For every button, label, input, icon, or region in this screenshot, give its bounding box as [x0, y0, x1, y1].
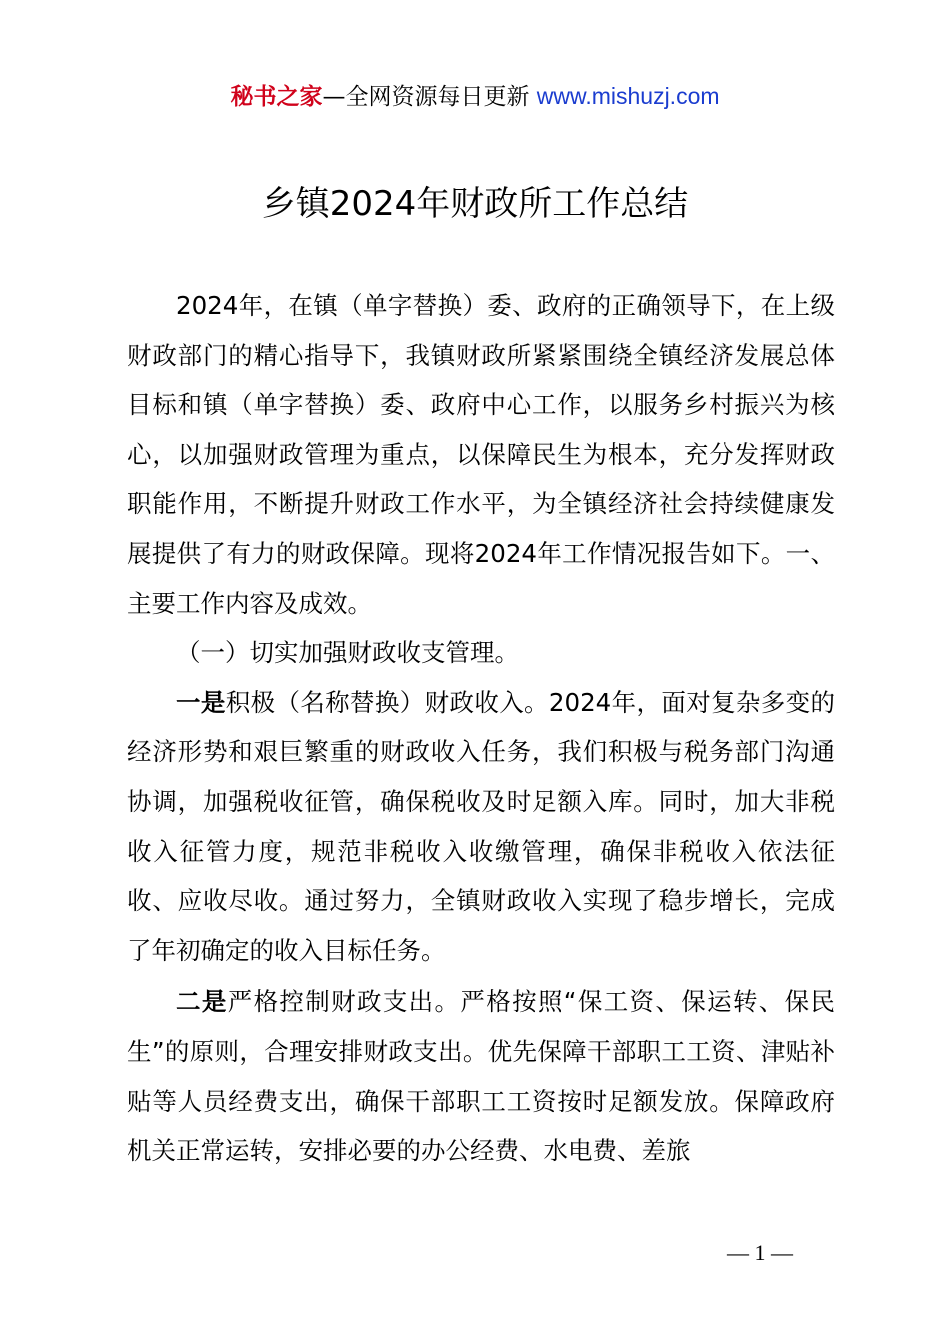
site-brand: 秘书之家	[230, 84, 323, 110]
paragraph-lead: 一是	[176, 687, 226, 717]
site-tagline: —全网资源每日更新	[322, 84, 530, 110]
paragraph-lead: 二是	[176, 987, 228, 1017]
document-title: 乡镇2024年财政所工作总结	[261, 184, 689, 224]
site-url-link[interactable]: www.mishuzj.com	[536, 83, 720, 109]
page-number: — 1 —	[727, 1240, 793, 1265]
paragraph-text: 严格控制财政支出。严格按照“保工资、保运转、保民生”的原则，合理安排财政支出。优先保障干部职工工资、津贴补贴等人员经费支出，确保干部职工工资按时足额发放。保障政府机关正常运转，安排必要的办公经费、水电费、差旅	[127, 987, 836, 1166]
site-header	[0, 80, 950, 113]
paragraph-text: （一）切实加强财政收支管理。	[176, 638, 519, 668]
paragraph-text: 积极（名称替换）财政收入。2024年，面对复杂多变的经济形势和艰巨繁重的财政收入任务，我们积极与税务部门沟通协调，加强税收征管，确保税收及时足额入库。同时，加大非税收入征管力度，规范非税收入收缴管理，确保非税收入依法征收、应收尽收。通过努力，全镇财政收入实现了稳步增长，完成了年初确定的收入目标任务。	[127, 687, 836, 965]
document-body	[127, 281, 835, 1176]
paragraph-expenditure	[127, 977, 835, 1175]
section-heading	[127, 628, 835, 678]
paragraph-intro	[127, 281, 835, 628]
paragraph-revenue	[127, 678, 835, 976]
paragraph-text: 2024年，在镇（单字替换）委、政府的正确领导下，在上级财政部门的精心指导下，我镇财政所紧紧围绕全镇经济发展总体目标和镇（单字替换）委、政府中心工作，以服务乡村振兴为核心，以加强财政管理为重点，以保障民生为根本，充分发挥财政职能作用，不断提升财政工作水平，为全镇经济社会持续健康发展提供了有力的财政保障。现将2024年工作情况报告如下。一、主要工作内容及成效。	[127, 291, 835, 618]
